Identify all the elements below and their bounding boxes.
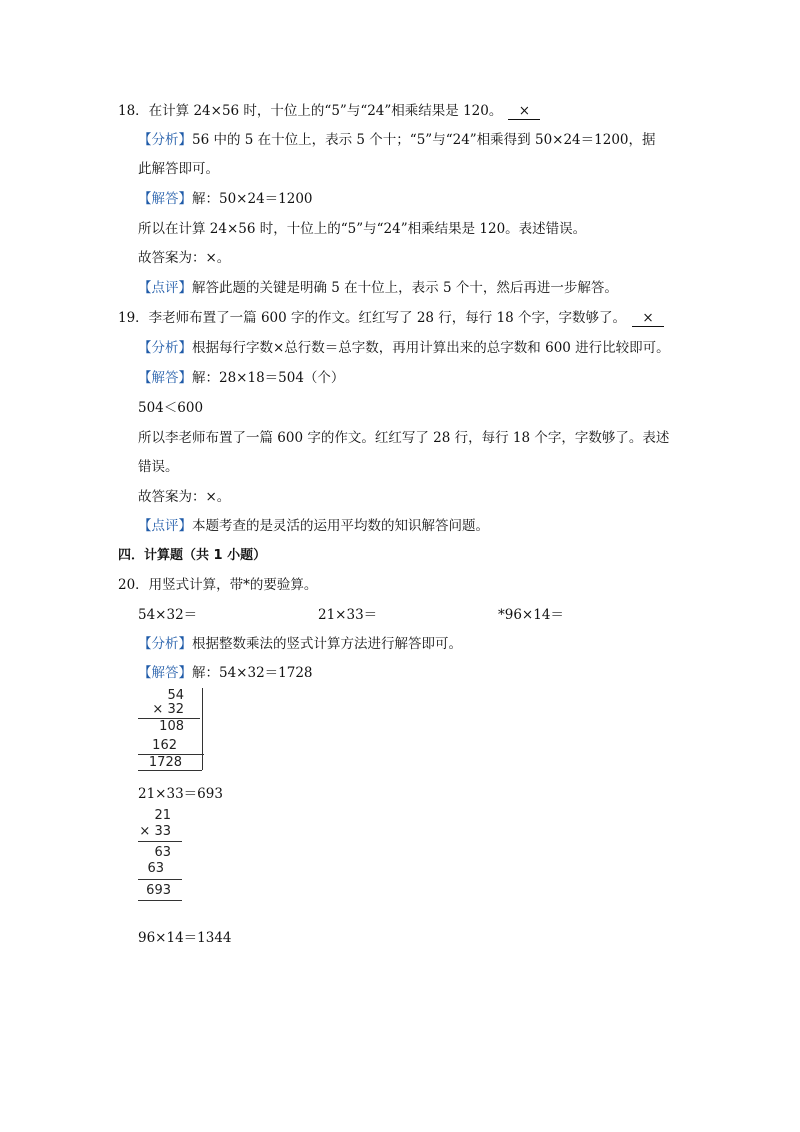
section-heading: 四．计算题（共 1 小题） — [118, 548, 267, 563]
q18-solution-line3: 故答案为：×。 — [138, 250, 231, 266]
q19-solution-line1 — [138, 368, 344, 388]
q19-analysis-text-1: 根据每行字数×总行数＝总字数，再用计算出来的总字数和 600 进行比较即可。 — [192, 340, 670, 356]
calc-partial-2: 162 — [152, 738, 177, 753]
q18-answer: × — [508, 103, 540, 120]
calc-rule — [138, 900, 182, 901]
q18-analysis-tag: 【分析】 — [138, 132, 192, 148]
calc-top-number: 54 — [167, 688, 184, 703]
q18-comment-text: 解答此题的关键是明确 5 在十位上，表示 5 个十，然后再进一步解答。 — [192, 280, 618, 296]
calc-multiplier: × 32 — [152, 702, 184, 717]
q20-expr-2: 21×33＝ — [318, 607, 378, 623]
q18-comment-line — [138, 278, 618, 298]
q20-solution-line1 — [138, 663, 313, 683]
calc-multiplier: × 33 — [139, 824, 171, 839]
q19-solution-line2: 504＜600 — [138, 400, 204, 416]
q18-analysis-text-1: 56 中的 5 在十位上，表示 5 个十；“5”与“24”相乘得到 50×24＝1200，据 — [192, 132, 656, 148]
q19-solution-text-1: 解：28×18＝504（个） — [192, 370, 345, 386]
calc-partial-1: 108 — [159, 719, 184, 734]
q19-analysis-line — [138, 338, 670, 358]
q20-stem: 20．用竖式计算，带*的要验算。 — [118, 577, 318, 593]
q20-solution-line2: 21×33＝693 — [138, 786, 223, 802]
q20-solution-line3: 96×14＝1344 — [138, 930, 232, 946]
calc-partial-2: 63 — [147, 861, 164, 876]
calc-rule — [138, 770, 202, 771]
q19-solution-tag: 【解答】 — [138, 370, 192, 386]
q19-comment-tag: 【点评】 — [138, 518, 192, 534]
q18-solution-text-1: 解：50×24＝1200 — [192, 191, 313, 207]
vertical-calc-54x32 — [138, 688, 204, 772]
calc-result: 693 — [146, 883, 171, 898]
calc-rule — [138, 879, 182, 880]
q18-stem-line — [118, 101, 540, 121]
q18-solution-line2: 所以在计算 24×56 时，十位上的“5”与“24”相乘结果是 120。表述错误。 — [138, 221, 587, 237]
q20-solution-text-1: 解：54×32＝1728 — [192, 665, 313, 681]
q20-analysis-text-1: 根据整数乘法的竖式计算方法进行解答即可。 — [192, 636, 462, 652]
q18-comment-tag: 【点评】 — [138, 280, 192, 296]
q19-solution-line3: 所以李老师布置了一篇 600 字的作文。红红写了 28 行，每行 18 个字，字数够了。表述 — [138, 430, 670, 446]
q18-solution-line1 — [138, 189, 313, 209]
vertical-calc-21x33 — [138, 808, 184, 903]
q19-stem-line — [118, 308, 664, 328]
q19-solution-line4: 错误。 — [138, 459, 179, 475]
q20-expr-3: *96×14＝ — [498, 607, 564, 623]
q19-comment-line — [138, 516, 489, 536]
q18-solution-tag: 【解答】 — [138, 191, 192, 207]
calc-frame-line — [202, 688, 203, 770]
q18-stem: 18．在计算 24×56 时，十位上的“5”与“24”相乘结果是 120。 — [118, 103, 503, 119]
calc-top-number: 21 — [154, 808, 171, 823]
calc-rule — [138, 841, 182, 842]
q20-analysis-line — [138, 634, 462, 654]
calc-result: 1728 — [148, 755, 182, 770]
q19-solution-line5: 故答案为：×。 — [138, 489, 231, 505]
calc-partial-1: 63 — [154, 845, 171, 860]
q19-analysis-tag: 【分析】 — [138, 340, 192, 356]
q20-expr-1: 54×32＝ — [138, 607, 198, 623]
q18-analysis-line2: 此解答即可。 — [138, 161, 219, 177]
q19-stem: 19．李老师布置了一篇 600 字的作文。红红写了 28 行，每行 18 个字，字数够了。 — [118, 310, 627, 326]
q20-solution-tag: 【解答】 — [138, 665, 192, 681]
q20-analysis-tag: 【分析】 — [138, 636, 192, 652]
q19-answer: × — [632, 310, 664, 327]
q19-comment-text: 本题考查的是灵活的运用平均数的知识解答问题。 — [192, 518, 489, 534]
q18-analysis-line1 — [138, 130, 656, 150]
